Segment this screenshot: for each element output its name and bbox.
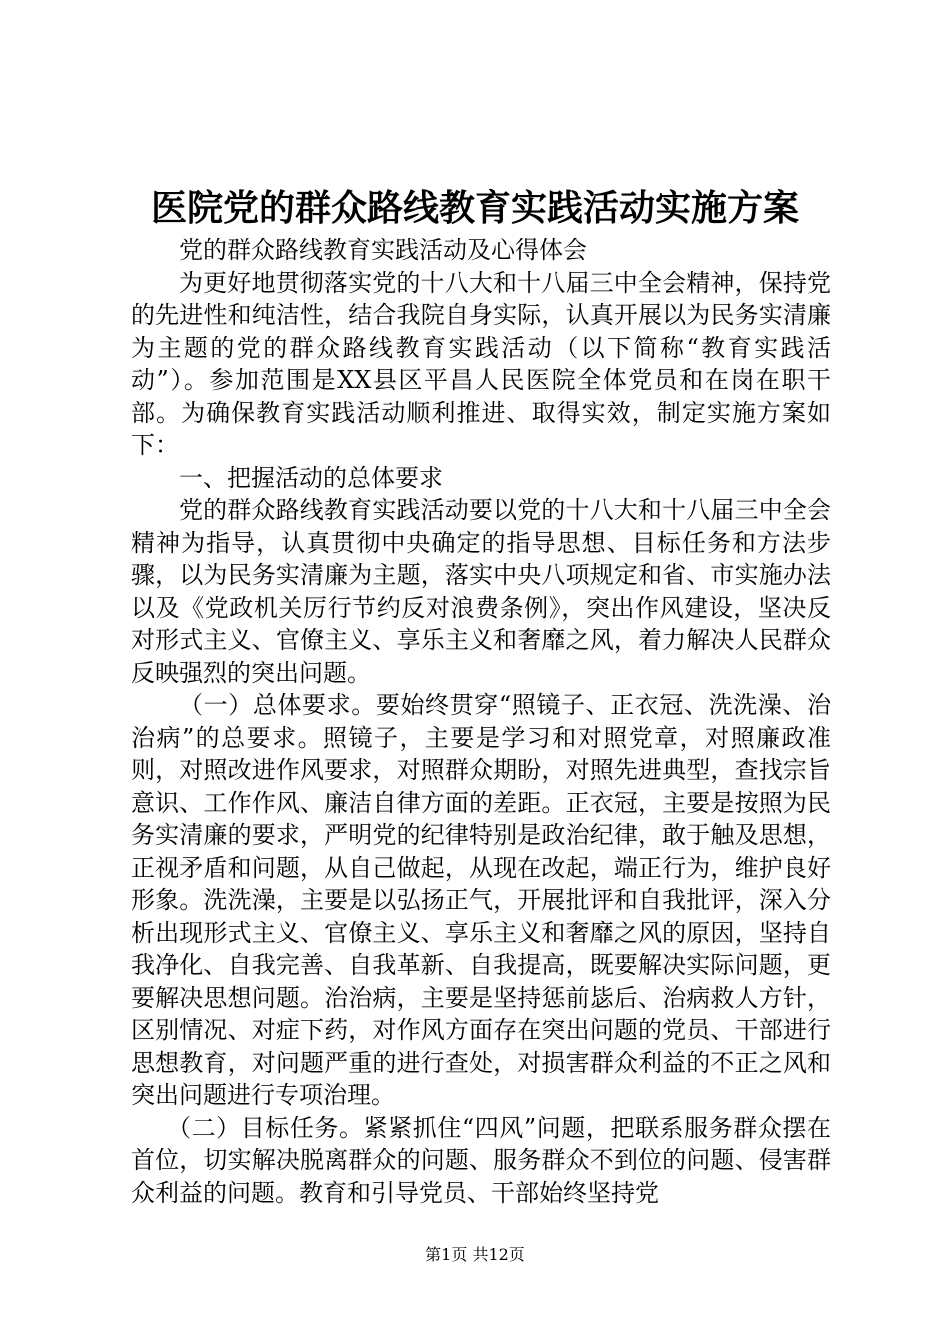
paragraph-intro: 为更好地贯彻落实党的十八大和十八届三中全会精神，保持党的先进性和纯洁性，结合我院自身实际，认真开展以为民务实清廉为主题的党的群众路线教育实践活动（以下简称“教育实践活动”）。参加范围是XX县区平昌人民医院全体党员和在岗在职干部。为确保教育实践活动顺利推进、取得实效，制定实施方案如下： [131, 268, 831, 459]
paragraph-subtitle: 党的群众路线教育实践活动及心得体会 [179, 236, 587, 264]
paragraph-goals: （二）目标任务。紧紧抓住“四风”问题，把联系服务群众摆在首位，切实解决脱离群众的问题、服务群众不到位的问题、侵害群众利益的问题。教育和引导党员、干部始终坚持党 [131, 1113, 831, 1207]
paragraph-general-requirements: （一）总体要求。要始终贯穿“照镜子、正衣冠、洗洗澡、治治病”的总要求。照镜子，主要是学习和对照党章，对照廉政准则，对照改进作风要求，对照群众期盼，对照先进典型，查找宗旨意识、工作作风、廉洁自律方面的差距。正衣冠，主要是按照为民务实清廉的要求，严明党的纪律特别是政治纪律，敢于触及思想，正视矛盾和问题，从自己做起，从现在改起，端正行为，维护良好形象。洗洗澡，主要是以弘扬正气，开展批评和自我批评，深入分析出现形式主义、官僚主义、享乐主义和奢靡之风的原因，坚持自我净化、自我完善、自我革新、自我提高，既要解决实际问题，更要解决思想问题。治治病，主要是坚持惩前毖后、治病救人方针，区别情况、对症下药，对作风方面存在突出问题的党员、干部进行思想教育，对问题严重的进行查处，对损害群众利益的不正之风和突出问题进行专项治理。 [131, 691, 831, 1109]
paragraph-overall: 党的群众路线教育实践活动要以党的十八大和十八届三中全会精神为指导，认真贯彻中央确定的指导思想、目标任务和方法步骤，以为民务实清廉为主题，落实中央八项规定和省、市实施办法以及《党政机关厉行节约反对浪费条例》，突出作风建设，坚决反对形式主义、官僚主义、享乐主义和奢靡之风，着力解决人民群众反映强烈的突出问题。 [131, 496, 831, 687]
document-body [131, 234, 831, 1209]
section-heading-1: 一、把握活动的总体要求 [179, 463, 443, 492]
document-title: 医院党的群众路线教育实践活动实施方案 [150, 187, 799, 229]
page-footer: 第1页 共12页 [425, 1245, 525, 1264]
